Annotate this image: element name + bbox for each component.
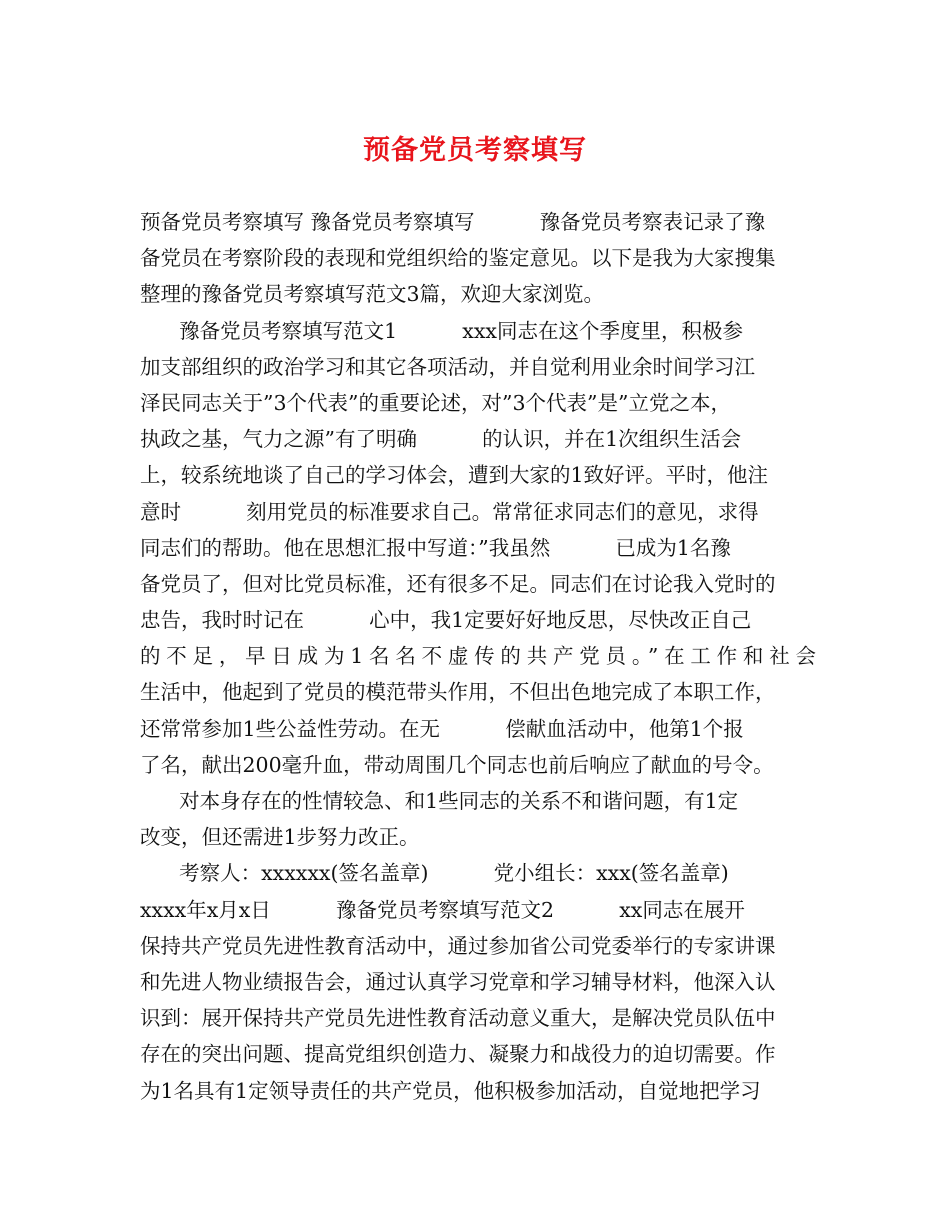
body-line: 预备党员考察填写 豫备党员考察填写 豫备党员考察表记录了豫 [140,210,766,234]
body-line: 考察人：xxxxxx(签名盖章) 党小组长：xxx(签名盖章) [140,861,729,886]
body-line: 忠告，我时时记在 心中，我1定要好好地反思，尽快改正自己 [140,608,752,633]
body-line: 同志们的帮助。他在思想汇报中写道：”我虽然 已成为1名豫 [140,535,731,560]
body-line: 对本身存在的性情较急、和1些同志的关系不和谐问题，有1定 [140,789,739,813]
body-line: 执政之基，气力之源”有了明确 的认识，并在1次组织生活会 [140,427,742,452]
body-line: 生活中，他起到了党员的模范带头作用，不但出色地完成了本职工作， [140,680,776,705]
document-title: 预备党员考察填写 [363,135,587,166]
body-line: 加支部组织的政治学习和其它各项活动，并自觉利用业余时间学习江 [140,354,755,379]
body-line: 上，较系统地谈了自己的学习体会，遭到大家的1致好评。平时，他注 [140,463,769,488]
body-line: 备党员在考察阶段的表现和党组织给的鉴定意见。以下是我为大家搜集 [140,246,776,271]
body-line: 和先进人物业绩报告会，通过认真学习党章和学习辅导材料，他深入认 [140,969,776,994]
body-line: 识到：展开保持共产党员先进性教育活动意义重大，是解决党员队伍中 [140,1006,776,1031]
body-line: 改变，但还需进1步努力改正。 [140,825,420,850]
body-line: 豫备党员考察填写范文1 xxx同志在这个季度里，积极参 [140,318,743,343]
body-line: 的不足，早日成为1名名不虚传的共产党员。”在工作和社会 [140,644,816,669]
body-line: 整理的豫备党员考察填写范文3篇，欢迎大家浏览。 [140,282,605,307]
body-line: 了名，献出200毫升血，带动周围几个同志也前后响应了献血的号令。 [140,752,774,777]
body-line: 还常常参加1些公益性劳动。在无 偿献血活动中，他第1个报 [140,716,744,741]
body-line: 意时 刻用党员的标准要求自己。常常征求同志们的意见，求得 [140,499,759,524]
document-body [140,204,816,1109]
body-line: 备党员了，但对比党员标准，还有很多不足。同志们在讨论我入党时的 [140,571,776,596]
body-line: 存在的突出问题、提高党组织创造力、凝聚力和战役力的迫切需要。作 [140,1042,776,1067]
body-line: xxxx年x月x日 豫备党员考察填写范文2 xx同志在展开 [140,897,745,922]
body-line: 为1名具有1定领导责任的共产党员，他积极参加活动，自觉地把学习 [140,1078,761,1103]
body-line: 保持共产党员先进性教育活动中，通过参加省公司党委举行的专家讲课 [140,933,776,958]
body-line: 泽民同志关于”3个代表”的重要论述，对”3个代表”是”立党之本， [140,390,731,415]
